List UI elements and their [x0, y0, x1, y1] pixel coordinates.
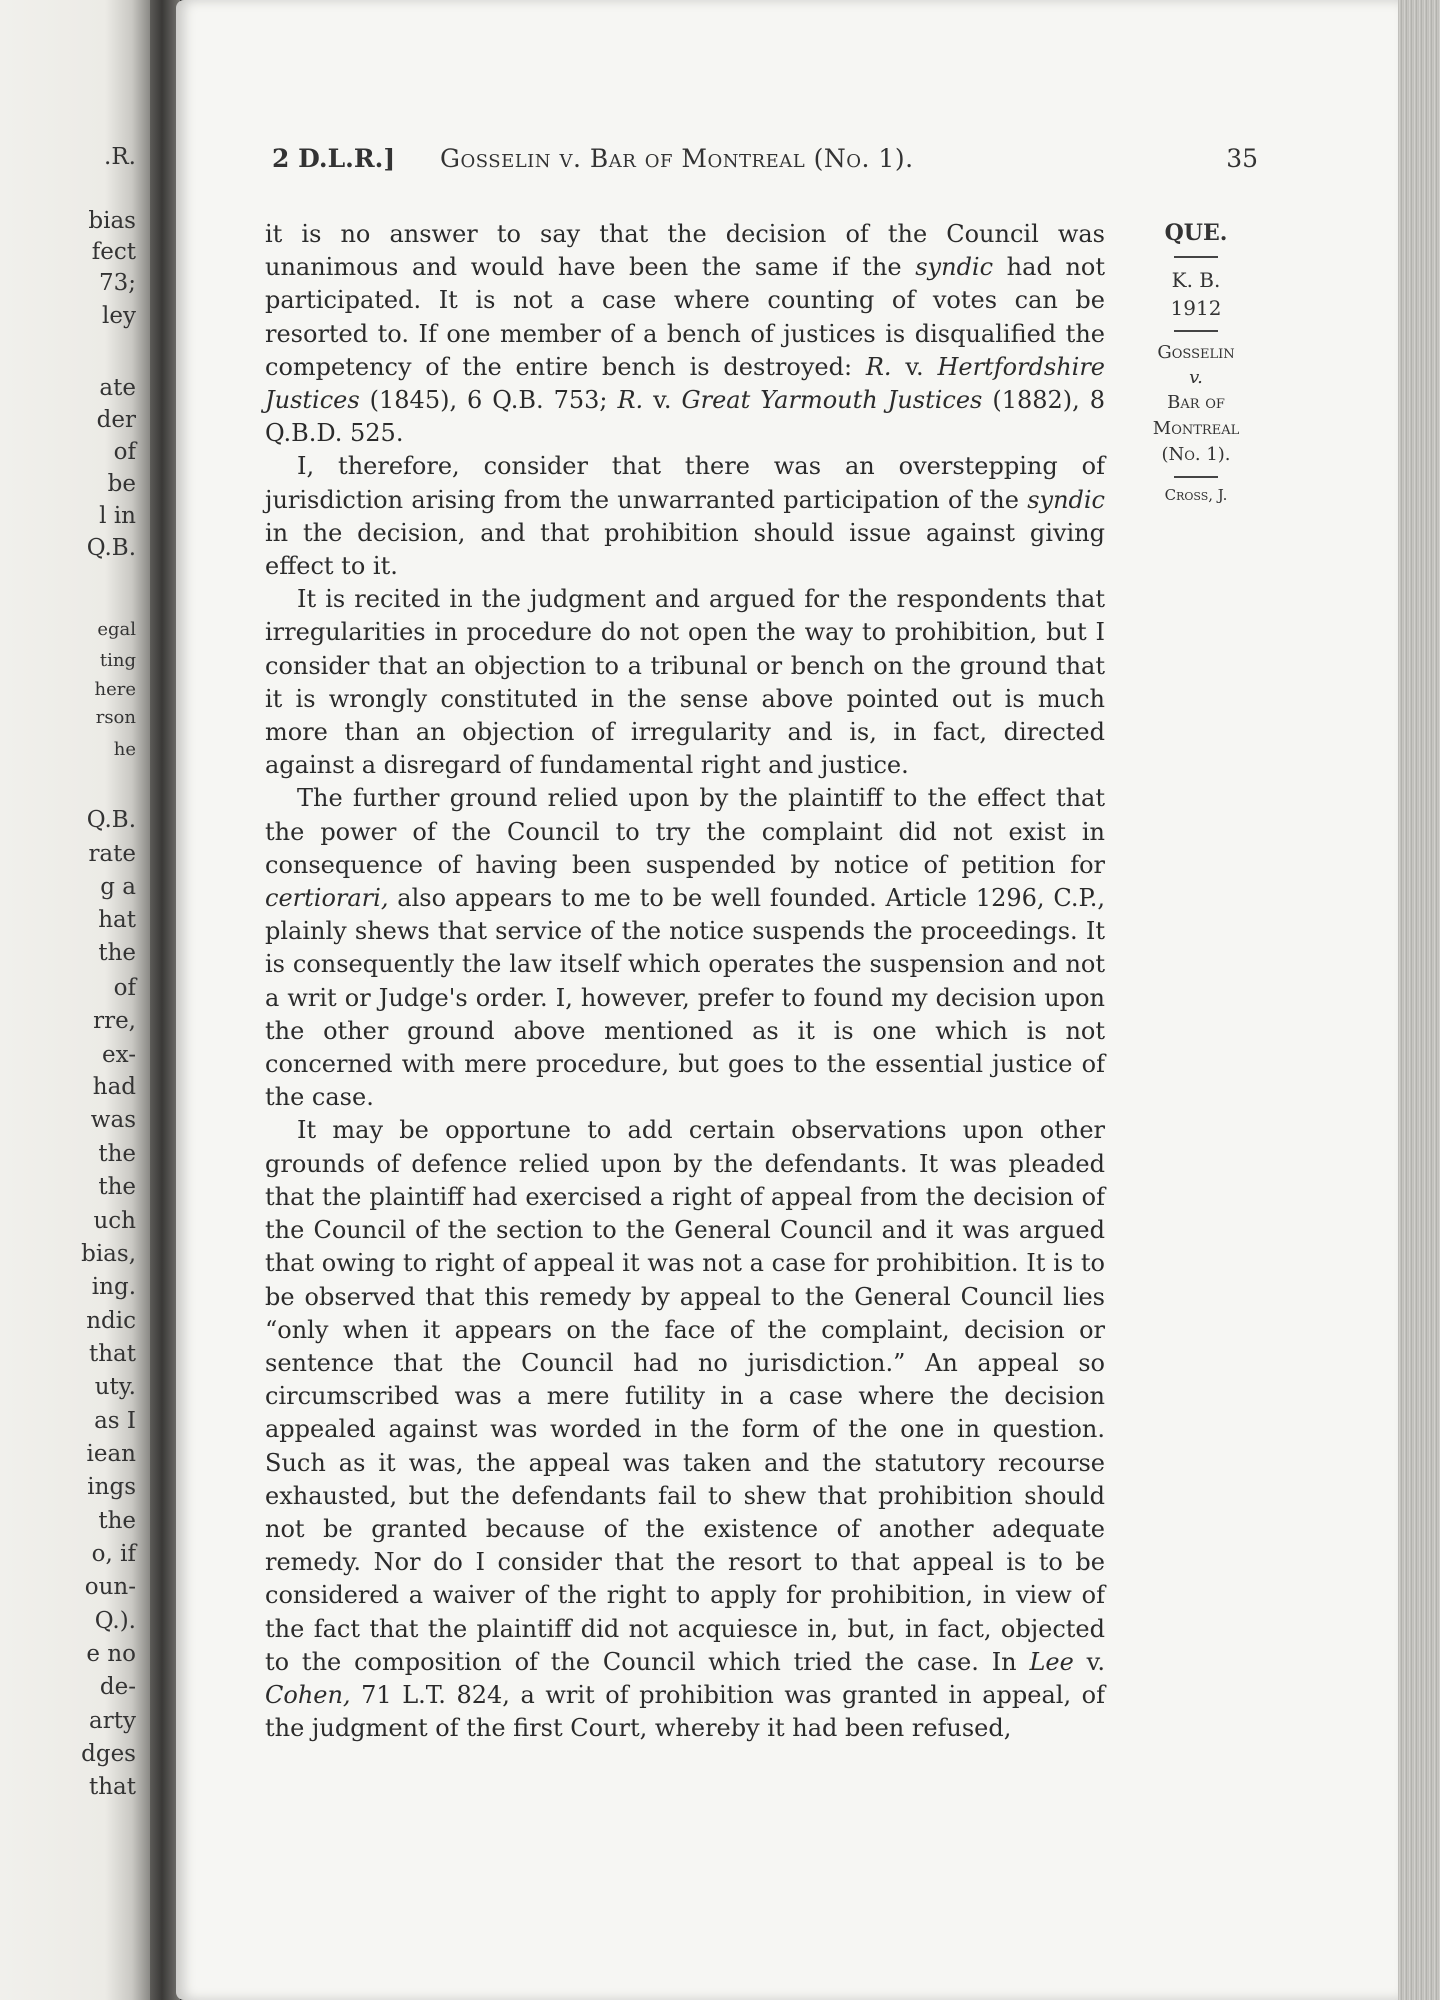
margin-judge: Cross, J. [1164, 486, 1228, 504]
left-page-fragment: arty [89, 1708, 136, 1734]
margin-rule [1174, 256, 1218, 258]
margin-year: 1912 [1170, 296, 1222, 320]
text-run: v. [891, 352, 938, 381]
left-page-fragment: be [107, 471, 136, 497]
left-page-fragment: fect [91, 239, 136, 265]
left-page-fragment: of [113, 975, 136, 1001]
margin-rule [1174, 476, 1218, 478]
left-page-fragment: as I [94, 1408, 136, 1434]
margin-party2-line2: Montreal [1152, 418, 1240, 439]
left-page-fragment: ting [99, 650, 136, 671]
left-page-fragment: the [98, 1141, 136, 1167]
left-page-fragment: of [113, 439, 136, 465]
left-page-fragment: ings [87, 1474, 136, 1500]
left-page-fragment: ndic [86, 1308, 136, 1334]
page-edges [1398, 0, 1440, 2000]
italic-text: syndic [1027, 485, 1105, 514]
left-page-fragment: Q.B. [86, 535, 136, 561]
margin-rule [1174, 330, 1218, 332]
left-page-fragment: dges [81, 1741, 136, 1767]
left-page-fragment: that [88, 1774, 136, 1800]
text-run: v. [1073, 1647, 1106, 1676]
running-header [272, 144, 1258, 178]
left-page-fragment: rate [88, 841, 136, 867]
text-run: 71 L.T. 824, a writ of prohibition was granted in appeal, of the judgment of the first Court, whereby it had been refused, [265, 1680, 1105, 1743]
left-page-fragment: uch [93, 1208, 136, 1234]
left-page-fragment: oun- [84, 1574, 136, 1600]
left-page-fragment: rson [95, 707, 136, 728]
left-page-fragment: had [92, 1074, 136, 1100]
left-page-fragment: ing. [91, 1274, 136, 1300]
margin-court: K. B. [1171, 268, 1221, 292]
left-page-fragment: l in [99, 503, 136, 529]
text-run: it is no answer to say that the decision of the Council was unanimous and would have been the same if the [265, 220, 1105, 282]
left-page-fragment: o, if [91, 1541, 136, 1567]
page-number: 35 [1226, 144, 1258, 173]
margin-versus: v. [1189, 367, 1203, 388]
left-page-fragment: egal [97, 619, 136, 640]
body-text [265, 218, 1105, 1745]
left-page-fragment: was [90, 1107, 136, 1133]
text-run: had not participated. It is not a case where counting of votes can be resorted to. If one member of a bench of justices is disqualified the competency of the entire bench is destroyed: [265, 253, 1106, 381]
volume-citation: 2 D.L.R.] [272, 144, 396, 173]
text-run: I, therefore, consider that there was an overstepping of jurisdiction arising from the unwarranted participation of the [265, 452, 1105, 514]
left-page-fragment: the [98, 1508, 136, 1534]
left-page-fragment: uty. [94, 1374, 136, 1400]
text-run: v. [643, 386, 682, 415]
text-run: (1882), 8 Q.B.D. 525. [265, 386, 1105, 448]
left-page-fragment: bias [88, 208, 136, 234]
italic-text: Lee [1029, 1647, 1074, 1676]
left-page-fragment: bias, [81, 1241, 136, 1267]
text-run: It is recited in the judgment and argued for the respondents that irregularities in procedure do not open the way to prohibition, but I consider that an objection to a tribunal or bench on the ground that it is wrongly constituted in the sense above pointed out is much more than an objection of irregularity and is, in fact, directed against a disregard of fundamental right and justice. [265, 585, 1105, 780]
italic-text: Hertfordshire Justices [265, 352, 1105, 415]
margin-province: QUE. [1164, 220, 1228, 246]
paragraph [265, 218, 1105, 450]
left-page-fragment: ex- [102, 1042, 136, 1068]
italic-text: Cohen, [265, 1680, 351, 1709]
text-run: It may be opportune to add certain observations upon other grounds of defence relied upon by the defendants. It was pleaded that the plaintiff had exercised a right of appeal from the decision of the Council of the section to the General Council and it was argued that owing to right of appeal it was not a case for prohibition. It is to be observed that this remedy by appeal to the General Council lies “only when it appears on the face of the complaint, decision or sentence that the Council had no jurisdiction.” An appeal so circumscribed was a mere futility in a case where the decision appealed against was worded in the form of the one in question. Such as it was, the appeal was taken and the statutory recourse exhausted, but the defendants fail to shew that prohibition should not be granted because of the existence of another adequate remedy. Nor do I consider that the resort to that appeal is to be considered a waiver of the right to apply for prohibition, in view of the fact that the plaintiff did not acquiesce in, but, in fact, objected to the composition of the Council which tried the case. In [265, 1116, 1105, 1676]
paragraph [265, 450, 1105, 583]
text-run: in the decision, and that prohibition should issue against giving effect to it. [265, 518, 1105, 581]
margin-party2-line1: Bar of [1167, 392, 1225, 413]
margin-party1: Gosselin [1157, 342, 1235, 363]
left-page-fragment: here [94, 679, 136, 700]
paragraph [265, 583, 1105, 782]
italic-text: R. [617, 386, 644, 415]
margin-note [1140, 220, 1252, 504]
paragraph [265, 1114, 1105, 1745]
text-run: (1845), 6 Q.B. 753; [359, 386, 618, 415]
left-page-fragment: .R. [104, 144, 136, 170]
left-page-fragment: he [113, 739, 136, 760]
left-page-fragment: g a [100, 874, 136, 900]
left-page [0, 0, 150, 2000]
italic-text: syndic [915, 253, 994, 282]
left-page-fragment: iean [86, 1441, 136, 1467]
case-title: Gosselin v. Bar of Montreal (No. 1). [440, 144, 914, 173]
left-page-fragment: the [98, 1174, 136, 1200]
left-page-fragment: ate [99, 375, 136, 401]
italic-text: R. [865, 352, 892, 381]
italic-text: Great Yarmouth Justices [681, 386, 983, 415]
left-page-fragment: e no [86, 1641, 136, 1667]
left-page-fragment: the [98, 940, 136, 966]
left-page-fragment: Q.). [94, 1608, 136, 1634]
text-run: also appears to me to be well founded. Article 1296, C.P., plainly shews that service of the notice suspends the proceedings. It is consequently the law itself which operates the suspension and not a writ or Judge's order. I, however, prefer to found my decision upon the other ground above mentioned as it is one which is not concerned with mere procedure, but goes to the essential justice of the case. [265, 884, 1105, 1112]
left-page-fragment: der [96, 407, 136, 433]
left-page-fragment: hat [98, 907, 136, 933]
left-page-fragment: that [88, 1341, 136, 1367]
italic-text: certiorari, [265, 884, 389, 913]
left-page-fragment: 73; [98, 270, 136, 296]
left-page-fragment: Q.B. [86, 807, 136, 833]
margin-party2-line3: (No. 1). [1161, 444, 1231, 465]
left-page-fragment: rre, [93, 1008, 136, 1034]
left-page-fragment: ley [102, 303, 136, 329]
paragraph [265, 782, 1105, 1114]
text-run: The further ground relied upon by the plaintiff to the effect that the power of the Council to try the complaint did not exist in consequence of having been suspended by notice of petition for [265, 784, 1105, 879]
left-page-fragment: de- [99, 1674, 136, 1700]
